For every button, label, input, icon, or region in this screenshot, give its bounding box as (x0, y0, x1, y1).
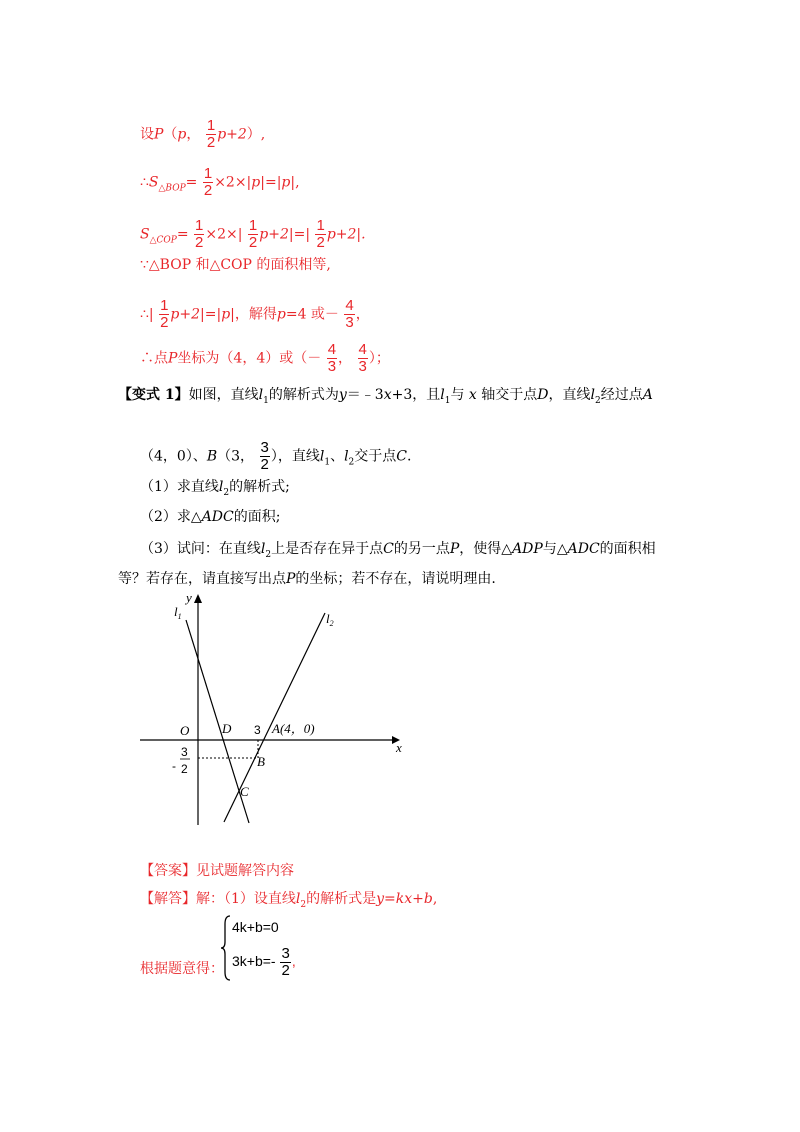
solution-line-4: ∵△BOP 和△COP 的面积相等, (140, 257, 331, 273)
fraction: $\frac{1}{2}$ (248, 217, 258, 251)
question-3-line-2: 等？若存在，请直接写出点P的坐标；若不存在，请说明理由. (118, 571, 496, 587)
point-D-label: D (222, 721, 232, 736)
l2-label: $l_2$ (326, 611, 334, 628)
solution-line-6: ∴点P坐标为（4，4）或（－ $\frac{4}{3}$ ， $\frac{4}{3}$ ）； (140, 341, 390, 375)
question-3-line-1: （3）试问：在直线$l_2$上是否存在异于点C的另一点P，使得△ADP与△ADC的面积相 (140, 541, 656, 560)
fraction: $\frac{1}{2}$ (206, 117, 216, 151)
fraction: $\frac{4}{3}$ (358, 341, 367, 375)
tick-3-label: 3 (254, 723, 261, 737)
y-tick-den: 2 (181, 762, 188, 776)
x-axis-label: x (396, 740, 402, 755)
explanation-line: 【解答】解：（1）设直线$l_2$的解析式是y=kx+b, (140, 891, 438, 910)
fraction: $\frac{4}{3}$ (327, 341, 337, 375)
fraction: $\frac{3}{2}$ (281, 945, 290, 979)
equation-lead-text: 根据题意得： (140, 961, 224, 977)
problem-line-1: 【变式 1】如图，直线$l_1$的解析式为y＝﹣3x+3，且$l_1$与 x 轴交于点D，直线$l_2$经过点A (118, 387, 653, 406)
problem-line-2: （4，0）、B（3， $\frac{3}{2}$ ），直线$l_1$、$l_2$交于点C. (140, 439, 412, 473)
solution-line-2: $\therefore S_{\triangle BOP}=$ $\frac{1}{2}$ ×2×|p|=|p|, (140, 165, 300, 199)
solution-line-1: 设P（p， $\frac{1}{2}$ p+2）, (140, 117, 266, 151)
solution-line-5: ∴| $\frac{1}{2}$ p+2|=|p|，解得p=4 或－ $\frac{4}{3}$ ， (140, 297, 370, 331)
fraction: $\frac{1}{2}$ (195, 217, 204, 251)
fraction: $\frac{1}{2}$ (203, 165, 213, 199)
y-axis-arrow (194, 594, 202, 603)
question-2: （2）求△ADC的面积; (140, 509, 281, 525)
equation-2: 3k+b=- $\frac{3}{2}$ , (232, 945, 296, 979)
neg-sign: - (172, 759, 176, 773)
point-B-label: B (257, 754, 265, 769)
origin-label: O (180, 723, 190, 738)
question-1: （1）求直线$l_2$的解析式; (140, 479, 290, 498)
y-tick-num: 3 (181, 745, 188, 759)
l1-label: $l_1$ (174, 604, 182, 621)
point-C-label: C (240, 784, 249, 799)
equation-1: 4k+b=0 (232, 919, 279, 935)
answer-line: 【答案】见试题解答内容 (140, 863, 294, 879)
y-axis-label: y (186, 590, 192, 605)
fraction: $\frac{3}{2}$ (260, 439, 269, 473)
fraction: $\frac{4}{3}$ (345, 297, 354, 331)
point-A-label: A(4，0) (272, 721, 315, 736)
fraction: $\frac{1}{2}$ (160, 297, 169, 331)
fraction: $\frac{1}{2}$ (316, 217, 325, 251)
solution-line-3: $S_{\triangle COP}=$ $\frac{1}{2}$ ×2×| $\frac{1}{2}$ p+2|=| $\frac{1}{2}$ p+2|. (140, 217, 366, 251)
